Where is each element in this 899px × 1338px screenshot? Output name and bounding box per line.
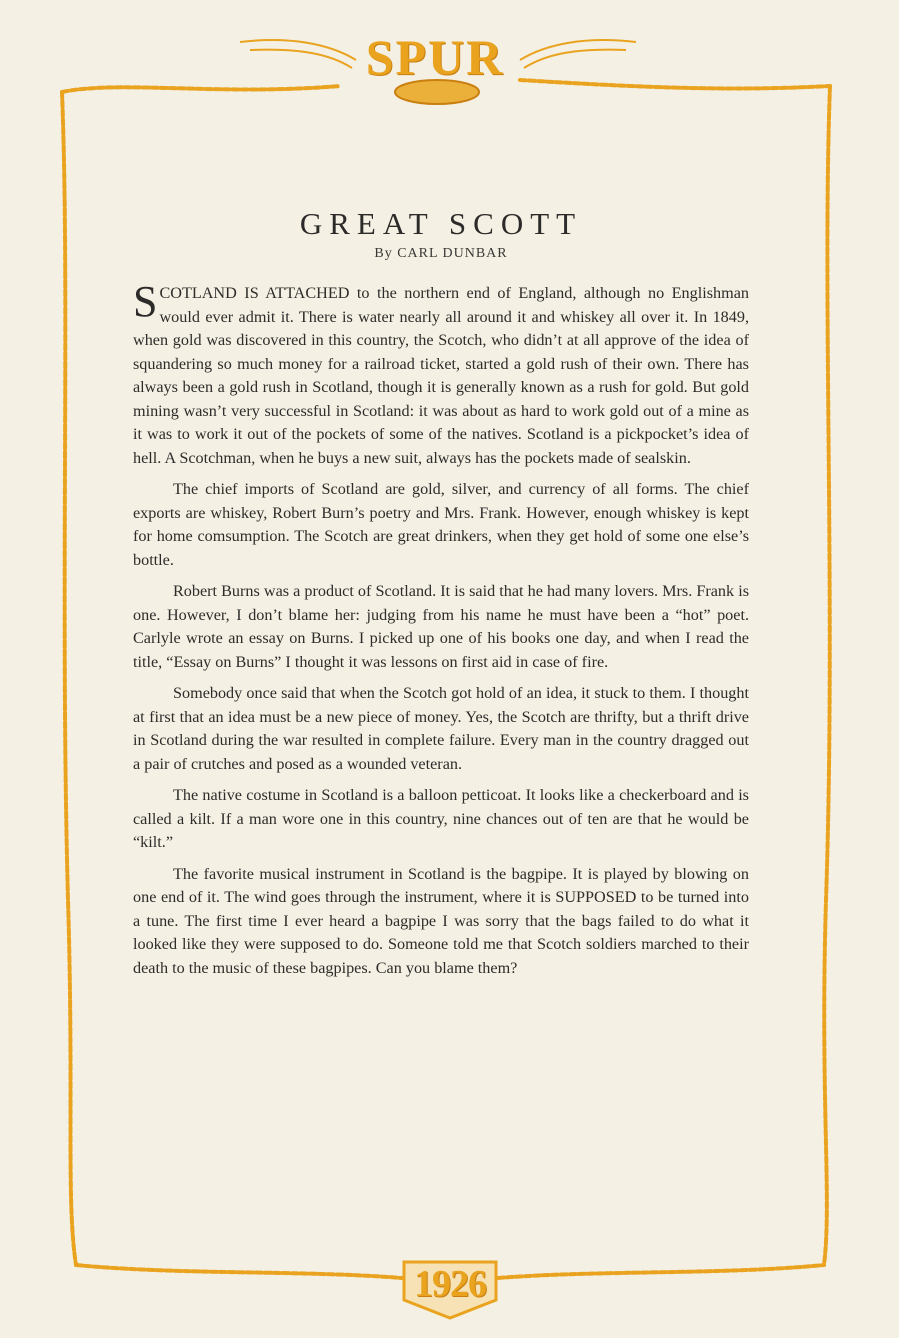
paragraph-1-text: to the northern end of England, although no Englishman would ever admit it. There is water nearly all around it and whiskey all over it. In 1849, when gold was discovered in this country, the Scotch, who didn’t at all approve of the idea of squandering so much money for a railroad ticket, started a gold rush of their own. There has always been a gold rush in Scotland, though it is generally known as a rush for gold. But gold mining wasn’t very successful in Scotland: it was about as hard to work gold out of a mine as it was to work it out of the pockets of some of the natives. Scotland is a pickpocket’s idea of hell. A Scotchman, when he buys a new suit, always has the pockets made of sealskin.: [133, 284, 749, 467]
article: [133, 206, 749, 988]
drop-cap: S: [133, 277, 158, 326]
paragraph-6: The favorite musical instrument in Scotland is the bagpipe. It is played by blowing on one end of it. The wind goes through the instrument, where it is SUPPOSED to be turned into a tune. The first time I ever heard a bagpipe I was sorry that the bags failed to do what it looked like they were supposed to do. Someone told me that Scotch soldiers marched to their death to the music of these bagpipes. Can you blame them?: [133, 864, 749, 977]
paragraph-1: [133, 277, 749, 470]
paragraph-5: The native costume in Scotland is a balloon petticoat. It looks like a checkerboard and is called a kilt. If a man wore one in this country, nine chances out of ten are that he would be “kilt.”: [133, 786, 749, 851]
article-title: GREAT SCOTT: [299, 206, 583, 241]
paragraph-4: Somebody once said that when the Scotch got hold of an idea, it stuck to them. I thought at first that an idea must be a new piece of money. Yes, the Scotch are thrifty, but a thrift drive in Scotland during the war resulted in complete failure. Every man in the country dragged out a pair of crutches and posed as a wounded veteran.: [133, 684, 749, 773]
year-badge: 1926: [414, 1263, 486, 1305]
paragraph-2: The chief imports of Scotland are gold, silver, and currency of all forms. The chief exports are whiskey, Robert Burn’s poetry and Mrs. Frank. However, enough whiskey is kept for home comsumption. The Scotch are great drinkers, when they get hold of some one else’s bottle.: [133, 480, 749, 569]
spur-masthead: SPUR: [365, 29, 505, 85]
article-byline: By CARL DUNBAR: [374, 246, 508, 261]
paragraph-3: Robert Burns was a product of Scotland. It is said that he had many lovers. Mrs. Frank is one. However, I don’t blame her: judging from his name he must have been a “hot” poet. Carlyle wrote an essay on Burns. I picked up one of his books one day, and when I read the title, “Essay on Burns” I thought it was lessons on first aid in case of fire.: [133, 582, 749, 671]
opening-words: COTLAND IS ATTACHED: [159, 284, 350, 302]
